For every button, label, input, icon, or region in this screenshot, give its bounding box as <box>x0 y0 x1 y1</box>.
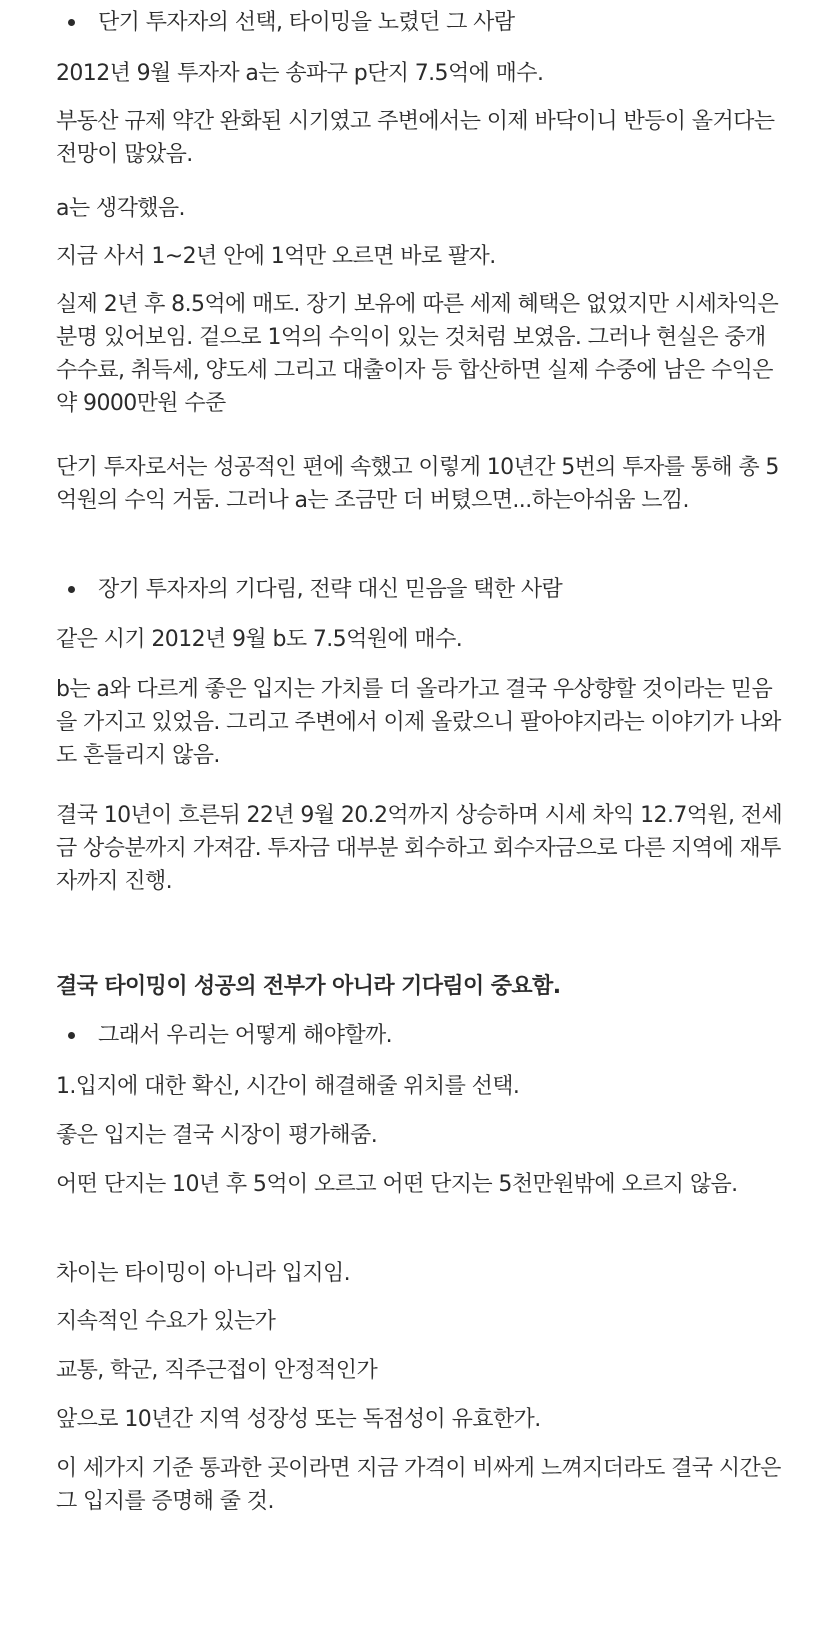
paragraph: 이 세가지 기준 통과한 곳이라면 지금 가격이 비싸게 느껴지더라도 결국 시간은 그 입지를 증명해 줄 것. <box>56 1456 781 1514</box>
paragraph: b는 a와 다르게 좋은 입지는 가치를 더 올라가고 결국 우상향할 것이라는 믿음을 가지고 있었음. 그리고 주변에서 이제 올랐으니 팔아야지라는 이야기가 나와도 흔들리지 않음. <box>56 677 781 768</box>
paragraph: 단기 투자로서는 성공적인 편에 속했고 이렇게 10년간 5번의 투자를 통해 총 5억원의 수익 거둠. 그러나 a는 조금만 더 버텼으면...하는아쉬움 느낌. <box>56 455 779 513</box>
paragraph: 지속적인 수요가 있는가 <box>56 1309 276 1334</box>
bullet-text: 단기 투자자의 선택, 타이밍을 노렸던 그 사람 <box>98 10 515 35</box>
paragraph: 교통, 학군, 직주근접이 안정적인가 <box>56 1358 378 1383</box>
bullet-dot-icon <box>68 586 75 593</box>
paragraph: 결국 10년이 흐른뒤 22년 9월 20.2억까지 상승하며 시세 차익 12.7억원, 전세금 상승분까지 가져감. 투자금 대부분 회수하고 회수자금으로 다른 지역에 재투자까지 진행. <box>56 803 783 894</box>
paragraph: 2012년 9월 투자자 a는 송파구 p단지 7.5억에 매수. <box>56 61 544 86</box>
paragraph: 부동산 규제 약간 완화된 시기였고 주변에서는 이제 바닥이니 반등이 올거다는 전망이 많았음. <box>56 109 775 167</box>
bullet-text: 장기 투자자의 기다림, 전략 대신 믿음을 택한 사람 <box>98 577 563 602</box>
paragraph: 실제 2년 후 8.5억에 매도. 장기 보유에 따른 세제 혜택은 없었지만 시세차익은 분명 있어보임. 겉으로 1억의 수익이 있는 것처럼 보였음. 그러나 현실은 중개수수료, 취득세, 양도세 그리고 대출이자 등 합산하면 실제 수중에 남은 수익은 약 9000만원 수준 <box>56 292 779 416</box>
bullet-dot-icon <box>68 19 75 26</box>
paragraph: 1.입지에 대한 확신, 시간이 해결해줄 위치를 선택. <box>56 1074 520 1099</box>
paragraph: 같은 시기 2012년 9월 b도 7.5억원에 매수. <box>56 627 463 652</box>
paragraph: 좋은 입지는 결국 시장이 평가해줌. <box>56 1123 378 1148</box>
paragraph: 차이는 타이밍이 아니라 입지임. <box>56 1261 351 1286</box>
paragraph: 앞으로 10년간 지역 성장성 또는 독점성이 유효한가. <box>56 1407 541 1432</box>
emphasis-heading: 결국 타이밍이 성공의 전부가 아니라 기다림이 중요함. <box>56 974 561 999</box>
paragraph: 어떤 단지는 10년 후 5억이 오르고 어떤 단지는 5천만원밖에 오르지 않음. <box>56 1172 738 1197</box>
paragraph: 지금 사서 1~2년 안에 1억만 오르면 바로 팔자. <box>56 244 496 269</box>
bullet-dot-icon <box>68 1032 75 1039</box>
paragraph: a는 생각했음. <box>56 196 185 221</box>
bullet-text: 그래서 우리는 어떻게 해야할까. <box>98 1023 393 1048</box>
